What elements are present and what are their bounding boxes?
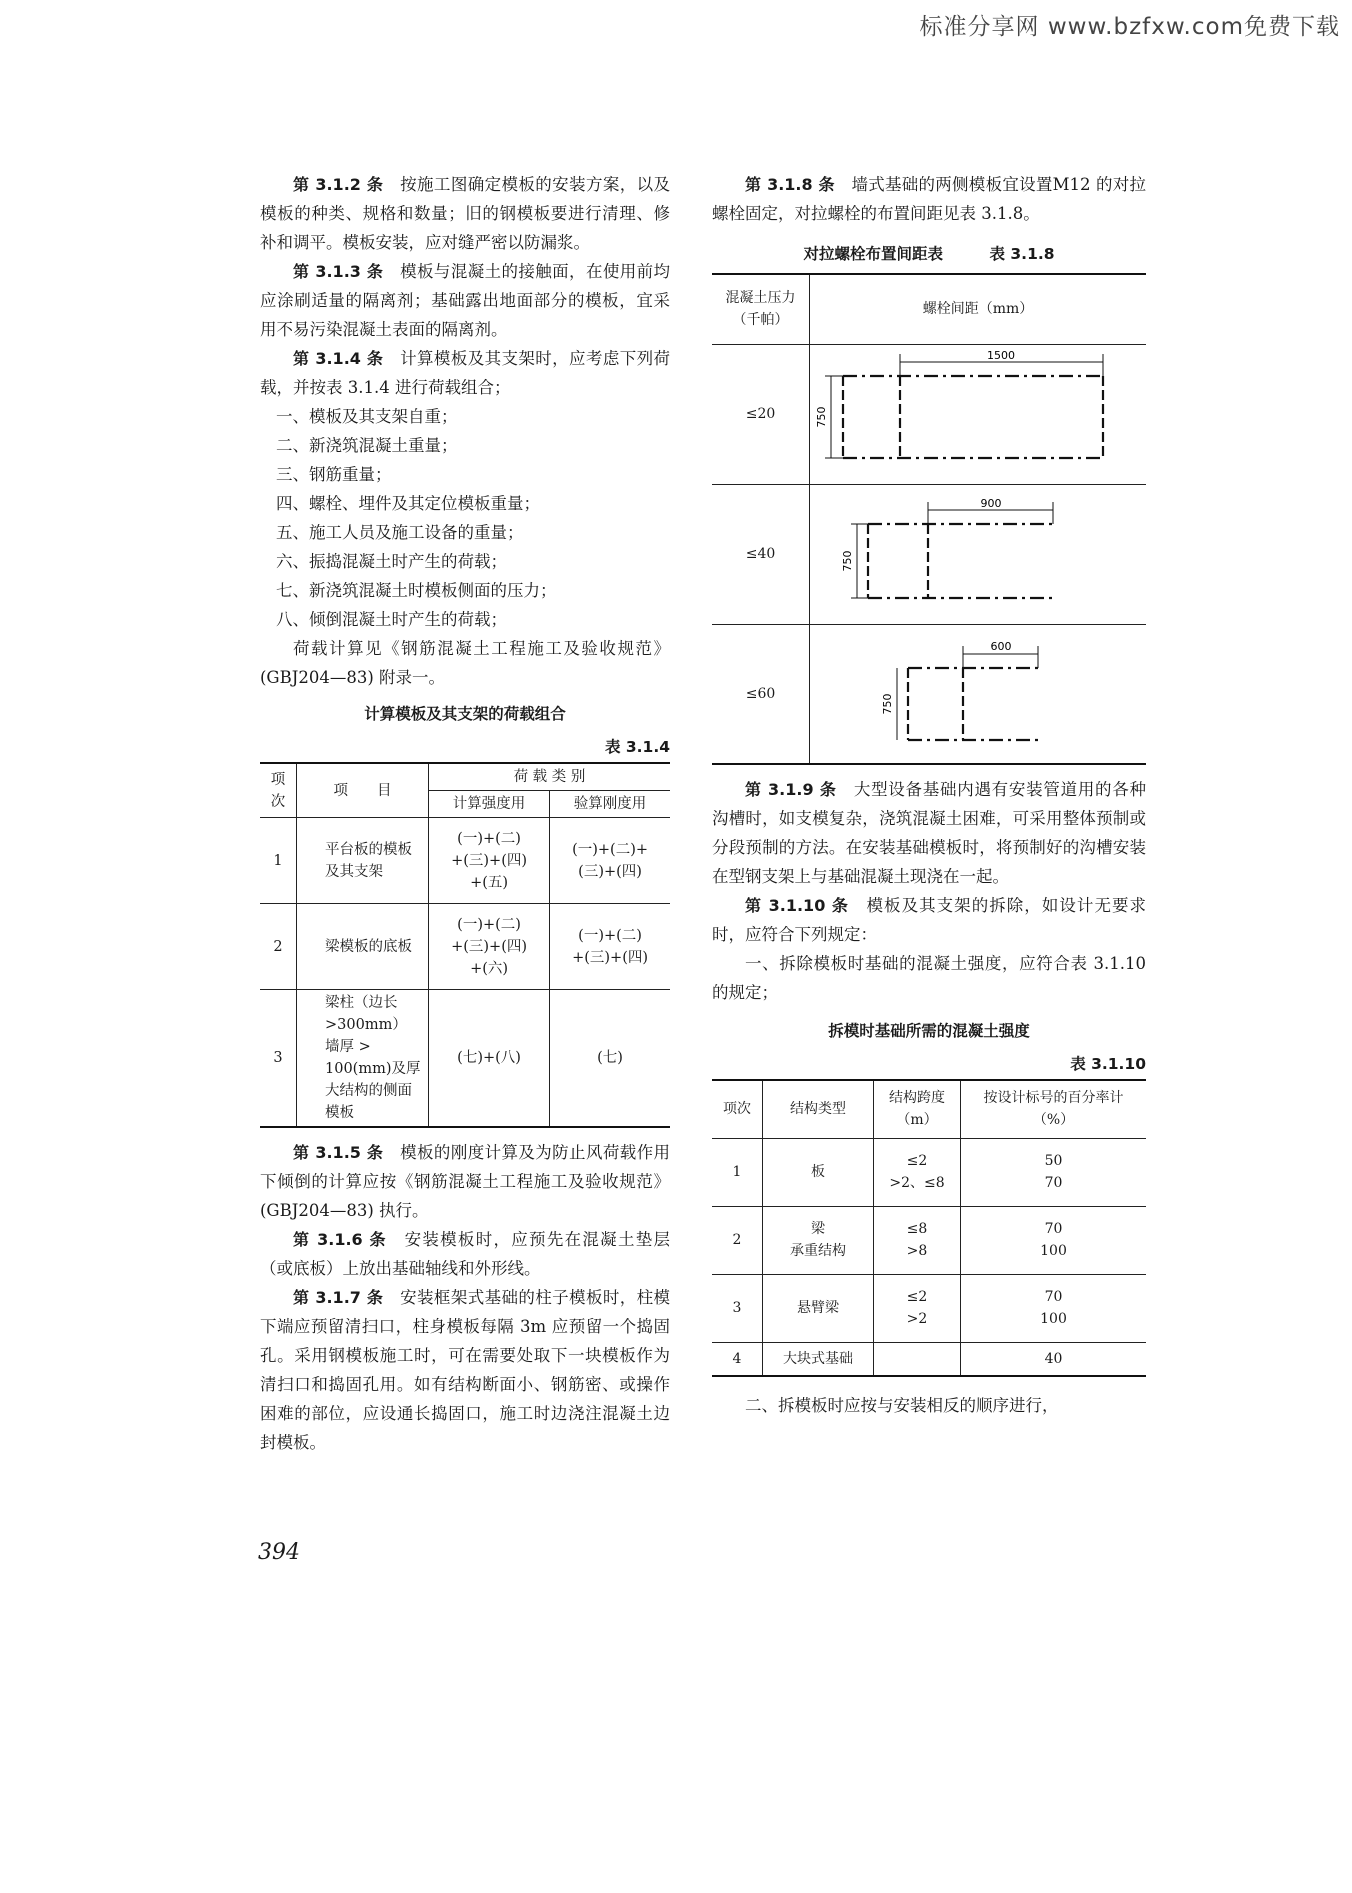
load-item: 三、钢筋重量； bbox=[276, 465, 392, 484]
bolt-layout-1500 bbox=[813, 348, 1143, 480]
cell-strength: (一)+(二) +(三)+(四) +(五) bbox=[429, 818, 550, 904]
load-item: 四、螺栓、埋件及其定位模板重量； bbox=[276, 494, 540, 513]
clause-text: 模板及其支架的拆除，如设计无要求时，应符合下列规定： bbox=[712, 896, 1147, 944]
clause-number: 第 3.1.4 条 bbox=[293, 349, 384, 368]
cell-percent: 50 70 bbox=[961, 1138, 1147, 1206]
cell-pressure: ≤60 bbox=[712, 624, 810, 764]
header-spacing: 螺栓间距（mm） bbox=[810, 274, 1147, 344]
clause-text: 模板与混凝土的接触面，在使用前均应涂刷适量的隔离剂；基础露出地面部分的模板，宜采用不易污染混凝土表面的隔离剂。 bbox=[260, 262, 671, 339]
cell-percent: 70 100 bbox=[961, 1206, 1147, 1274]
cell-no: 1 bbox=[260, 818, 297, 904]
table-3-1-10-number: 表 3.1.10 bbox=[1070, 1055, 1146, 1073]
clause-3-1-9 bbox=[712, 775, 1146, 891]
dim-vertical: 750 bbox=[815, 406, 828, 428]
clause-number: 第 3.1.3 条 bbox=[293, 262, 384, 281]
cell-pressure: ≤20 bbox=[712, 344, 810, 484]
table-3-1-8-number: 表 3.1.8 bbox=[989, 245, 1055, 263]
clause-3-1-8 bbox=[712, 170, 1146, 228]
load-item: 五、施工人员及施工设备的重量； bbox=[276, 523, 524, 542]
page-number: 394 bbox=[258, 1540, 300, 1565]
clause-text: 安装模板时，应预先在混凝土垫层（或底板）上放出基础轴线和外形线。 bbox=[260, 1230, 670, 1278]
cell-span bbox=[874, 1342, 961, 1376]
bolt-layout-diagram bbox=[810, 344, 1147, 484]
header-span: 结构跨度 （m） bbox=[874, 1080, 961, 1138]
cell-strength: (一)+(二) +(三)+(四) +(六) bbox=[429, 904, 550, 990]
cell-no: 4 bbox=[712, 1342, 763, 1376]
table-row bbox=[712, 1342, 1146, 1376]
table-row bbox=[712, 344, 1146, 484]
dim-vertical: 750 bbox=[881, 693, 894, 715]
cell-percent: 40 bbox=[961, 1342, 1147, 1376]
header-no: 项 次 bbox=[260, 763, 297, 818]
cell-item: 梁柱（边长>300mm） 墙厚 > 100(mm)及厚大结构的侧面模板 bbox=[297, 990, 429, 1128]
clause-number: 第 3.1.10 条 bbox=[745, 896, 849, 915]
table-3-1-10-title: 拆模时基础所需的混凝土强度 bbox=[828, 1022, 1030, 1040]
clause-text: 墙式基础的两侧模板宜设置M12 的对拉螺栓固定，对拉螺栓的布置间距见表 3.1.8。 bbox=[712, 175, 1147, 223]
clause-3-1-3 bbox=[260, 257, 670, 344]
cell-no: 3 bbox=[712, 1274, 763, 1342]
cell-no: 1 bbox=[712, 1138, 763, 1206]
header-percent: 按设计标号的百分率计 （%） bbox=[961, 1080, 1147, 1138]
cell-span: ≤2 >2 bbox=[874, 1274, 961, 1342]
table-row bbox=[260, 990, 670, 1128]
bolt-layout-diagram bbox=[810, 624, 1147, 764]
cell-percent: 70 100 bbox=[961, 1274, 1147, 1342]
table-3-1-4 bbox=[260, 762, 670, 1128]
header-no: 项次 bbox=[712, 1080, 763, 1138]
load-item: 七、新浇筑混凝土时模板侧面的压力； bbox=[276, 581, 557, 600]
header-load-type: 荷 载 类 别 bbox=[429, 763, 671, 791]
table-3-1-8 bbox=[712, 273, 1146, 765]
load-item: 八、倾倒混凝土时产生的荷载； bbox=[276, 610, 507, 629]
cell-strength: (七)+(八) bbox=[429, 990, 550, 1128]
load-item: 一、模板及其支架自重； bbox=[276, 407, 458, 426]
table-3-1-8-caption bbox=[712, 240, 1146, 269]
clause-3-1-10-item-1: 一、拆除模板时基础的混凝土强度，应符合表 3.1.10 的规定； bbox=[712, 954, 1146, 1002]
clause-text: 按施工图确定模板的安装方案，以及模板的种类、规格和数量；旧的钢模板要进行清理、修补和调平。模板安装，应对缝严密以防漏浆。 bbox=[260, 175, 671, 252]
clause-text: 模板的刚度计算及为防止风荷载作用下倾倒的计算应按《钢筋混凝土工程施工及验收规范》(GBJ204—83) 执行。 bbox=[260, 1143, 671, 1220]
cell-type: 悬臂梁 bbox=[763, 1274, 874, 1342]
cell-type: 板 bbox=[763, 1138, 874, 1206]
clause-3-1-10-item-2: 二、拆模板时应按与安装相反的顺序进行， bbox=[745, 1396, 1059, 1415]
cell-stiffness: (一)+(二)+ (三)+(四) bbox=[550, 818, 670, 904]
dim-horizontal: 900 bbox=[980, 497, 1002, 510]
table-3-1-10 bbox=[712, 1079, 1146, 1377]
clause-text: 大型设备基础内遇有安装管道用的各种沟槽时，如支模复杂，浇筑混凝土困难，可采用整体预制或分段预制的方法。在安装基础模板时，将预制好的沟槽安装在型钢支架上与基础混凝土现浇在一起。 bbox=[712, 780, 1146, 886]
table-row bbox=[712, 1274, 1146, 1342]
dim-horizontal: 1500 bbox=[987, 349, 1015, 362]
clause-number: 第 3.1.2 条 bbox=[293, 175, 384, 194]
clause-3-1-4 bbox=[260, 344, 670, 402]
bolt-layout-900 bbox=[813, 488, 1143, 620]
clause-text: 计算模板及其支架时，应考虑下列荷载，并按表 3.1.4 进行荷载组合； bbox=[260, 349, 671, 397]
table-row bbox=[712, 624, 1146, 764]
cell-stiffness: (七) bbox=[550, 990, 670, 1128]
table-row bbox=[712, 1206, 1146, 1274]
load-item: 六、振捣混凝土时产生的荷载； bbox=[276, 552, 507, 571]
table-3-1-4-title: 计算模板及其支架的荷载组合 bbox=[364, 705, 566, 723]
bolt-layout-diagram bbox=[810, 484, 1147, 624]
left-column bbox=[260, 170, 670, 1457]
header-item: 项 目 bbox=[297, 763, 429, 818]
header-pressure: 混凝土压力 （千帕） bbox=[712, 274, 810, 344]
header-stiffness: 验算刚度用 bbox=[550, 791, 670, 818]
clause-number: 第 3.1.6 条 bbox=[293, 1230, 387, 1249]
clause-3-1-7 bbox=[260, 1283, 670, 1457]
clause-3-1-6 bbox=[260, 1225, 670, 1283]
cell-span: ≤8 >8 bbox=[874, 1206, 961, 1274]
load-calc-note: 荷载计算见《钢筋混凝土工程施工及验收规范》(GBJ204—83) 附录一。 bbox=[260, 639, 670, 687]
clause-number: 第 3.1.9 条 bbox=[745, 780, 837, 799]
header-strength: 计算强度用 bbox=[429, 791, 550, 818]
cell-item: 平台板的模板及其支架 bbox=[297, 818, 429, 904]
table-3-1-8-title: 对拉螺栓布置间距表 bbox=[803, 245, 943, 263]
cell-no: 2 bbox=[712, 1206, 763, 1274]
dim-horizontal: 600 bbox=[990, 639, 1012, 653]
clause-3-1-10 bbox=[712, 891, 1146, 949]
cell-stiffness: (一)+(二) +(三)+(四) bbox=[550, 904, 670, 990]
table-row bbox=[260, 904, 670, 990]
bolt-layout-600 bbox=[813, 628, 1143, 760]
cell-type: 梁 承重结构 bbox=[763, 1206, 874, 1274]
clause-text: 安装框架式基础的柱子模板时，柱模下端应预留清扫口，柱身模板每隔 3m 应预留一个捣固孔。采用钢模板施工时，可在需要处取下一块模板作为清扫口和捣固孔用。如有结构断面小、钢筋密、或操作困难的部位，应设通长捣固口，施工时边浇注混凝土边封模板。 bbox=[260, 1288, 671, 1452]
clause-number: 第 3.1.7 条 bbox=[293, 1288, 384, 1307]
dim-vertical: 750 bbox=[841, 550, 854, 572]
table-row bbox=[712, 1138, 1146, 1206]
clause-3-1-5 bbox=[260, 1138, 670, 1225]
load-item: 二、新浇筑混凝土重量； bbox=[276, 436, 458, 455]
cell-type: 大块式基础 bbox=[763, 1342, 874, 1376]
right-column bbox=[712, 170, 1146, 1420]
clause-number: 第 3.1.5 条 bbox=[293, 1143, 384, 1162]
table-row bbox=[260, 818, 670, 904]
table-3-1-4-number: 表 3.1.4 bbox=[604, 738, 670, 756]
cell-no: 2 bbox=[260, 904, 297, 990]
cell-pressure: ≤40 bbox=[712, 484, 810, 624]
cell-item: 梁模板的底板 bbox=[297, 904, 429, 990]
clause-number: 第 3.1.8 条 bbox=[745, 175, 835, 194]
clause-3-1-2 bbox=[260, 170, 670, 257]
cell-span: ≤2 >2、≤8 bbox=[874, 1138, 961, 1206]
watermark: 标准分享网 www.bzfxw.com免费下载 bbox=[919, 14, 1340, 40]
table-row bbox=[712, 484, 1146, 624]
header-type: 结构类型 bbox=[763, 1080, 874, 1138]
cell-no: 3 bbox=[260, 990, 297, 1128]
